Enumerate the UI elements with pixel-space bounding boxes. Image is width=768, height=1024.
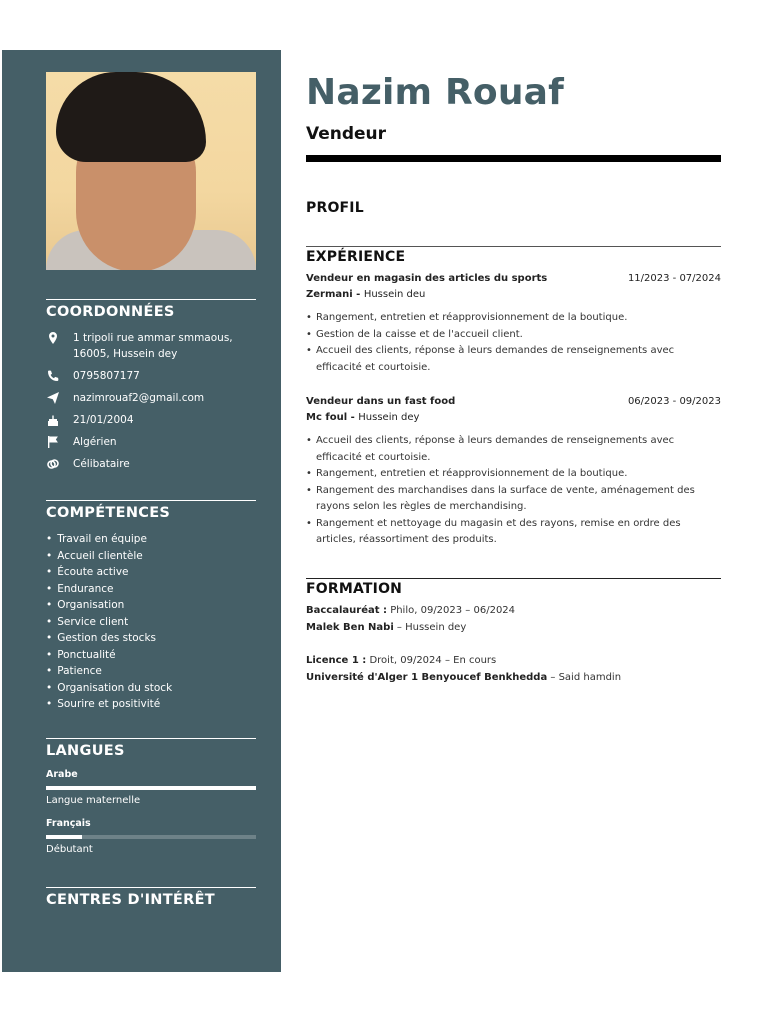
experience-title: EXPÉRIENCE xyxy=(306,249,406,265)
language-level-fill xyxy=(46,786,256,790)
employer-name: Zermani xyxy=(306,289,353,300)
task-item: • Rangement et nettoyage du magasin et des rayons, remise en ordre des articles, réassortiment des produits. xyxy=(306,516,721,549)
job-dates: 11/2023 - 07/2024 xyxy=(627,273,721,284)
school-name: Malek Ben Nabi xyxy=(306,621,394,633)
contact-phone-text: 0795807177 xyxy=(73,370,140,382)
interests-section xyxy=(46,887,256,918)
languages-title: LANGUES xyxy=(46,743,125,759)
education-entry: Licence 1 : Droit, 09/2024 – En cours Université d'Alger 1 Benyoucef Benkhedda – Said hamdin xyxy=(306,655,622,683)
contact-nationality xyxy=(46,434,256,450)
location-pin-icon xyxy=(46,331,60,345)
language-name: Arabe xyxy=(46,769,78,780)
education-section xyxy=(306,578,721,686)
divider xyxy=(306,578,721,579)
degree-details: Philo, 09/2023 – 06/2024 xyxy=(390,605,516,616)
divider xyxy=(306,246,721,247)
rings-icon xyxy=(46,457,60,471)
profile-photo xyxy=(46,72,256,270)
skills-title: COMPÉTENCES xyxy=(46,505,171,521)
birthday-cake-icon xyxy=(46,413,60,427)
task-item: • Accueil des clients, réponse à leurs demandes de renseignements avec efficacité et courtoisie. xyxy=(306,343,721,376)
job-employer: Mc foul - Hussein dey xyxy=(306,412,420,423)
skill-item: • Gestion des stocks xyxy=(46,630,256,647)
skill-item: • Patience xyxy=(46,663,256,680)
language-level-bar xyxy=(46,786,256,790)
employer-name: Mc foul xyxy=(306,412,348,423)
language-level-fill xyxy=(46,835,82,839)
contact-marital-status-text: Célibataire xyxy=(73,458,130,470)
skill-item: • Accueil clientèle xyxy=(46,548,256,565)
employer-location: Hussein dey xyxy=(358,412,420,423)
contact-marital-status xyxy=(46,456,256,472)
send-icon xyxy=(46,391,60,405)
school-name: Université d'Alger 1 Benyoucef Benkhedda xyxy=(306,671,548,683)
contact-birthdate xyxy=(46,412,256,428)
languages-section xyxy=(46,738,256,867)
contact-phone xyxy=(46,368,256,384)
header-divider xyxy=(306,155,721,162)
contact-email xyxy=(46,390,256,406)
profile-title: PROFIL xyxy=(306,200,364,216)
skill-item: • Endurance xyxy=(46,581,256,598)
job-title: Vendeur xyxy=(306,124,387,144)
skill-item: • Service client xyxy=(46,614,256,631)
contact-birthdate-text: 21/01/2004 xyxy=(73,414,134,426)
education-entry: Baccalauréat : Philo, 09/2023 – 06/2024 Malek Ben Nabi – Hussein dey xyxy=(306,605,516,633)
employer-location: Hussein deu xyxy=(363,289,426,300)
resume-page xyxy=(2,50,766,972)
task-item: • Rangement des marchandises dans la surface de vente, aménagement des rayons selon les règles de merchandising. xyxy=(306,483,721,516)
contact-email-text: nazimrouaf2@gmail.com xyxy=(73,392,205,404)
task-item: • Rangement, entretien et réapprovisionnement de la boutique. xyxy=(306,466,721,483)
contact-section xyxy=(46,299,256,478)
interests-title: CENTRES D'INTÉRÊT xyxy=(46,892,215,908)
job-entry xyxy=(306,396,721,549)
divider xyxy=(46,887,256,888)
divider xyxy=(46,299,256,300)
contact-address-text: 1 tripoli rue ammar smmaous, 16005, Hussein dey xyxy=(73,332,233,360)
job-position: Vendeur en magasin des articles du sports xyxy=(306,273,548,284)
contact-address xyxy=(46,330,256,362)
degree-name: Baccalauréat : xyxy=(306,605,387,616)
flag-icon xyxy=(46,435,60,449)
divider xyxy=(46,500,256,501)
degree-details: Droit, 09/2024 – En cours xyxy=(369,655,497,666)
school-location: Said hamdin xyxy=(558,671,622,683)
job-entry xyxy=(306,273,721,376)
skill-item: • Sourire et positivité xyxy=(46,696,256,713)
skills-list xyxy=(46,531,256,713)
language-level-bar xyxy=(46,835,256,839)
degree-name: Licence 1 : xyxy=(306,655,367,666)
skills-section xyxy=(46,500,256,713)
language-level: Langue maternelle xyxy=(46,795,141,806)
contact-title: COORDONNÉES xyxy=(46,304,175,320)
candidate-name: Nazim Rouaf xyxy=(306,72,564,113)
skill-item: • Ponctualité xyxy=(46,647,256,664)
skill-item: • Travail en équipe xyxy=(46,531,256,548)
experience-section xyxy=(306,246,721,549)
task-item: • Accueil des clients, réponse à leurs demandes de renseignements avec efficacité et courtoisie. xyxy=(306,433,721,466)
job-employer: Zermani - Hussein deu xyxy=(306,289,426,300)
job-tasks xyxy=(306,310,721,376)
skill-item: • Écoute active xyxy=(46,564,256,581)
task-item: • Rangement, entretien et réapprovisionnement de la boutique. xyxy=(306,310,721,327)
job-dates: 06/2023 - 09/2023 xyxy=(627,396,721,407)
language-name: Français xyxy=(46,818,91,829)
divider xyxy=(46,738,256,739)
language-level: Débutant xyxy=(46,844,93,855)
skill-item: • Organisation xyxy=(46,597,256,614)
skill-item: • Organisation du stock xyxy=(46,680,256,697)
phone-icon xyxy=(46,369,60,383)
job-tasks xyxy=(306,433,721,549)
sidebar xyxy=(2,50,281,972)
school-location: Hussein dey xyxy=(405,621,467,633)
education-title: FORMATION xyxy=(306,581,403,597)
contact-nationality-text: Algérien xyxy=(73,436,117,448)
job-position: Vendeur dans un fast food xyxy=(306,396,456,407)
task-item: • Gestion de la caisse et de l'accueil client. xyxy=(306,327,721,344)
